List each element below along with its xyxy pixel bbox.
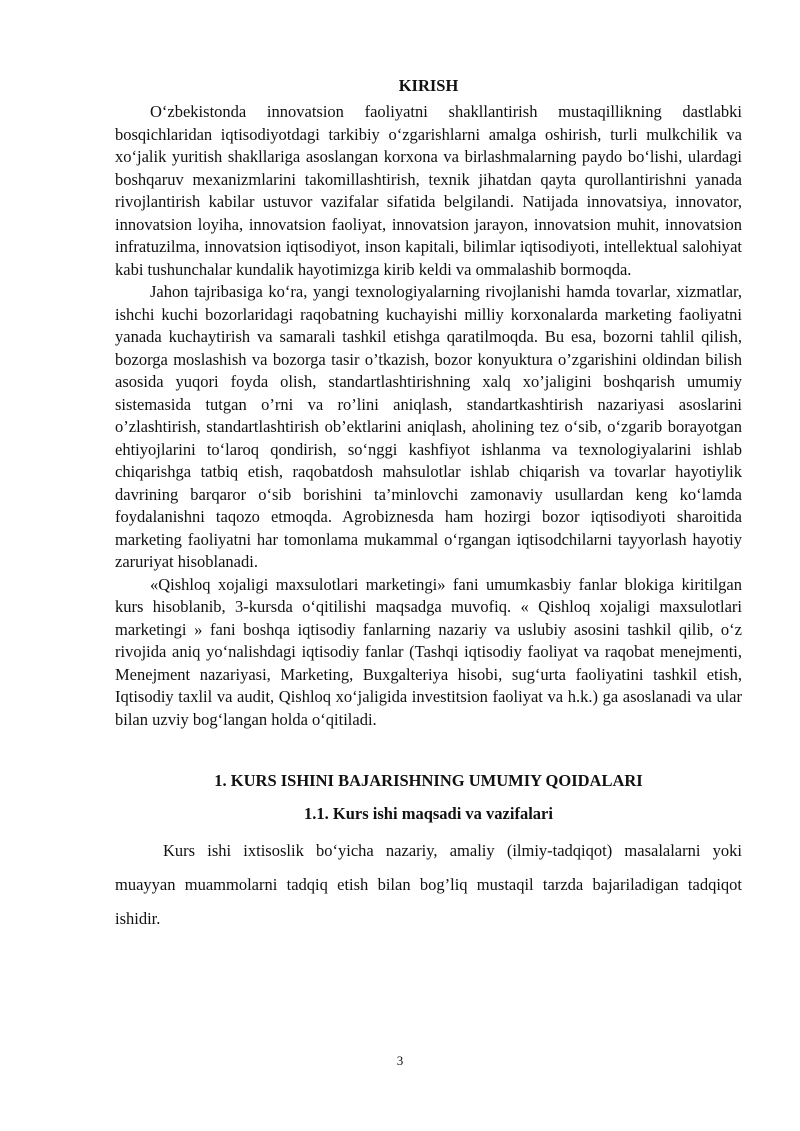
intro-paragraph-3: «Qishloq xojaligi maxsulotlari marketingi» fani umumkasbiy fanlar blokiga kiritilgan kurs hisoblanib, 3-kursda o‘qitilishi maqsadga muvofiq. « Qishloq xojaligi maxsulotlari marketingi » fani boshqa iqtisodiy fanlarning nazariy va uslubiy asosini tashkil qilib, o‘z rivojida aniq yo‘nalishdagi iqtisodiy fanlar (Tashqi iqtisodiy faoliyat va raqobat menejmenti, Menejment nazariyasi, Marketing, Buxgalteriya hisobi, sug‘urta faoliyatini tashkil etish, Iqtisodiy taxlil va audit, Qishloq xo‘jaligida investitsion faoliyat va h.k.) ga asoslanadi va ular bilan uzviy bog‘langan holda o‘qitiladi.: [115, 574, 742, 729]
page-body: [115, 74, 742, 936]
page-number: 3: [396, 1053, 404, 1068]
page-title: KIRISH: [398, 76, 459, 95]
intro-paragraph-1: O‘zbekistonda innovatsion faoliyatni shakllantirish mustaqillikning dastlabki bosqichlaridan iqtisodiyotdagi tarkibiy o‘zgarishlarni amalga oshirish, turli mulkchilik va xo‘jalik yuritish shakllariga asoslangan korxona va birlashmalarning paydo bo‘lishi, ulardagi boshqaruv mexanizmlarini takomillashtirish, texnik jihatdan qayta qurollantirishni yanada rivojlantirish kabilar ustuvor vazifalar sifatida belgilandi. Natijada innovatsiya, innovator, innovatsion loyiha, innovatsion faoliyat, innovatsion jarayon, innovatsion muhit, innovatsion infratuzilma, innovatsion iqtisodiyot, inson kapitali, bilimlar iqtisodiyoti, intellektual salohiyat kabi tushunchalar kundalik hayotimizga kirib keldi va ommalashib bormoqda.: [115, 102, 742, 279]
subsection-paragraph: Kurs ishi ixtisoslik bo‘yicha nazariy, amaliy (ilmiy-tadqiqot) masalalarni yoki muayyan muammolarni tadqiq etish bilan bog’liq mustaqil tarzda bajariladigan tadqiqot ishidir.: [115, 841, 742, 928]
subsection-heading: 1.1. Kurs ishi maqsadi va vazifalari: [304, 804, 553, 823]
section-heading: 1. KURS ISHINI BAJARISHNING UMUMIY QOIDALARI: [214, 771, 643, 790]
intro-paragraph-2: Jahon tajribasiga ko‘ra, yangi texnologiyalarning rivojlanishi hamda tovarlar, xizmatlar, ishchi kuchi bozorlaridagi raqobatning kuchayishi milliy korxonalarda marketing faoliyatni yanada kuchaytirish va samarali tashkil etishga qaratilmoqda. Bu esa, bozorni tahlil qilish, bozorga moslashish va bozorga tasir o’tkazish, bozor konyuktura o’zgarishini oldindan bilish asosida yuqori foyda olish, standartlashtirishning xalq xo’jaligini boshqarish umumiy sistemasida tutgan o’rni va ro’lini aniqlash, standartkashtirish nazariyasi asoslarini o’zlashtirish, standartlashtirish ob’ektlarini aniqlash, aholining tez o‘sib, o‘zgarib borayotgan ehtiyojlarini to‘laroq qondirish, so‘nggi kashfiyot ishlanma va texnologiyalarini ishlab chiqarishga tatbiq etish, raqobatdosh mahsulotlar ishlab chiqarish va tovarlar hayotiylik davrining barqaror o‘sib borishini ta’minlovchi zamonaviy usullardan keng ko‘lamda foydalanishni taqozo etmoqda. Agrobiznesda ham hozirgi bozor iqtisodiyoti sharoitida marketing faoliyatni har tomonlama mukammal o‘rgangan iqtisodchilarni tayyorlash hayotiy zaruriyat hisoblanadi.: [115, 282, 742, 571]
